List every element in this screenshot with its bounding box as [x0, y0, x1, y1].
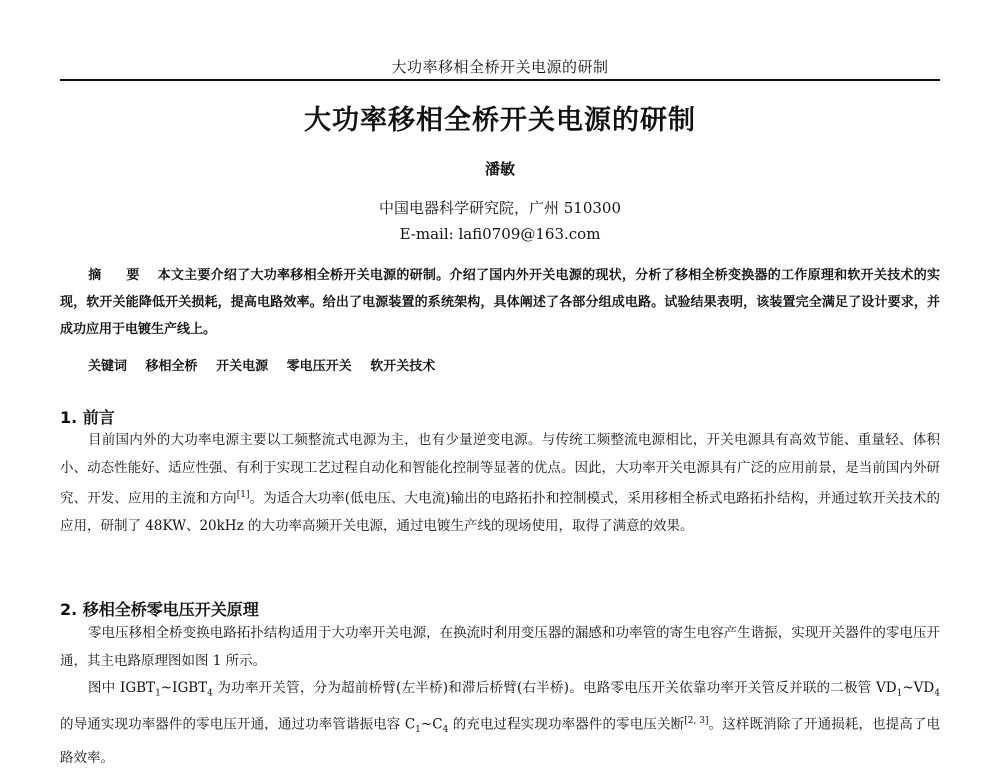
abstract: [60, 262, 940, 343]
header-rule: [60, 79, 940, 81]
paper-title: 大功率移相全桥开关电源的研制: [304, 105, 696, 136]
text-run: 的充电过程实现功率器件的零电压关断: [448, 716, 685, 733]
subscript: 1: [155, 688, 161, 699]
subscript: 4: [934, 688, 940, 699]
subscript: 4: [207, 688, 213, 699]
intro-text-cont: 。为适合大功率(低电压、大电流)输出的电路拓扑和控制模式，采用移相全桥式电路拓扑结构，并通过软开关技术的应用，研制了 48KW、20kHz 的大功率高频开关电源，通过电镀生产线的现场使用，取得了满意的效果。: [60, 490, 940, 534]
author-email: E-mail: lafi0709@163.com: [399, 225, 601, 243]
keyword-item: 零电压开关: [286, 359, 352, 374]
text-run: 。这样既消除了开通损耗，也提高了电路效率。: [60, 716, 941, 766]
abstract-label: 摘 要: [88, 268, 150, 283]
principle-paragraph-2: [60, 675, 940, 772]
citation: [2, 3]: [684, 716, 709, 727]
keywords-label: 关键词: [88, 359, 128, 374]
section-heading-principle: 2. 移相全桥零电压开关原理: [60, 600, 259, 619]
keywords: [88, 355, 940, 374]
keyword-item: 开关电源: [216, 359, 269, 374]
section-heading-intro: 1. 前言: [60, 408, 115, 427]
intro-paragraph: [60, 427, 940, 541]
text-run: ~IGBT: [160, 680, 208, 696]
author-name: 潘敏: [484, 160, 515, 178]
citation: [1]: [236, 490, 250, 500]
abstract-text: 本文主要介绍了大功率移相全桥开关电源的研制。介绍了国内外开关电源的现状，分析了移相全桥变换器的工作原理和软开关技术的实现，软开关能降低开关损耗，提高电路效率。给出了电源装置的系统架构，具体阐述了各部分组成电路。试验结果表明，该装置完全满足了设计要求，并成功应用于电镀生产线上。: [60, 268, 940, 337]
text-run: 的导通实现功率器件的零电压开通，通过功率管谐振电容 C: [60, 716, 416, 733]
subscript: 4: [442, 725, 449, 736]
keyword-item: 软开关技术: [370, 359, 436, 374]
affiliation: 中国电器科学研究院，广州 510300: [378, 199, 622, 217]
principle-paragraph-1: 零电压移相全桥变换电路拓扑结构适用于大功率开关电源，在换流时利用变压器的漏感和功率管的寄生电容产生谐振，实现开关器件的零电压开通，其主电路原理图如图 1 所示。: [60, 625, 940, 669]
intro-text: 目前国内外的大功率电源主要以工频整流式电源为主，也有少量逆变电源。与传统工频整流电源相比，开关电源具有高效节能、重量轻、体积小、动态性能好、适应性强、有利于实现工艺过程自动化和智能化控制等显著的优点。因此，大功率开关电源具有广泛的应用前景，是当前国内外研究、开发、应用的主流和方向: [60, 432, 940, 507]
running-header: 大功率移相全桥开关电源的研制: [391, 58, 609, 76]
subscript: 1: [415, 725, 421, 736]
text-run: 图中 IGBT: [88, 680, 156, 696]
subscript: 1: [896, 688, 903, 699]
text-run: ~C: [420, 716, 443, 733]
keyword-item: 移相全桥: [145, 359, 198, 374]
text-run: 为功率开关管，分为超前桥臂(左半桥)和滞后桥臂(右半桥)。电路零电压开关依靠功率开关管反并联的二极管 VD: [212, 680, 897, 696]
text-run: ~VD: [902, 680, 935, 696]
